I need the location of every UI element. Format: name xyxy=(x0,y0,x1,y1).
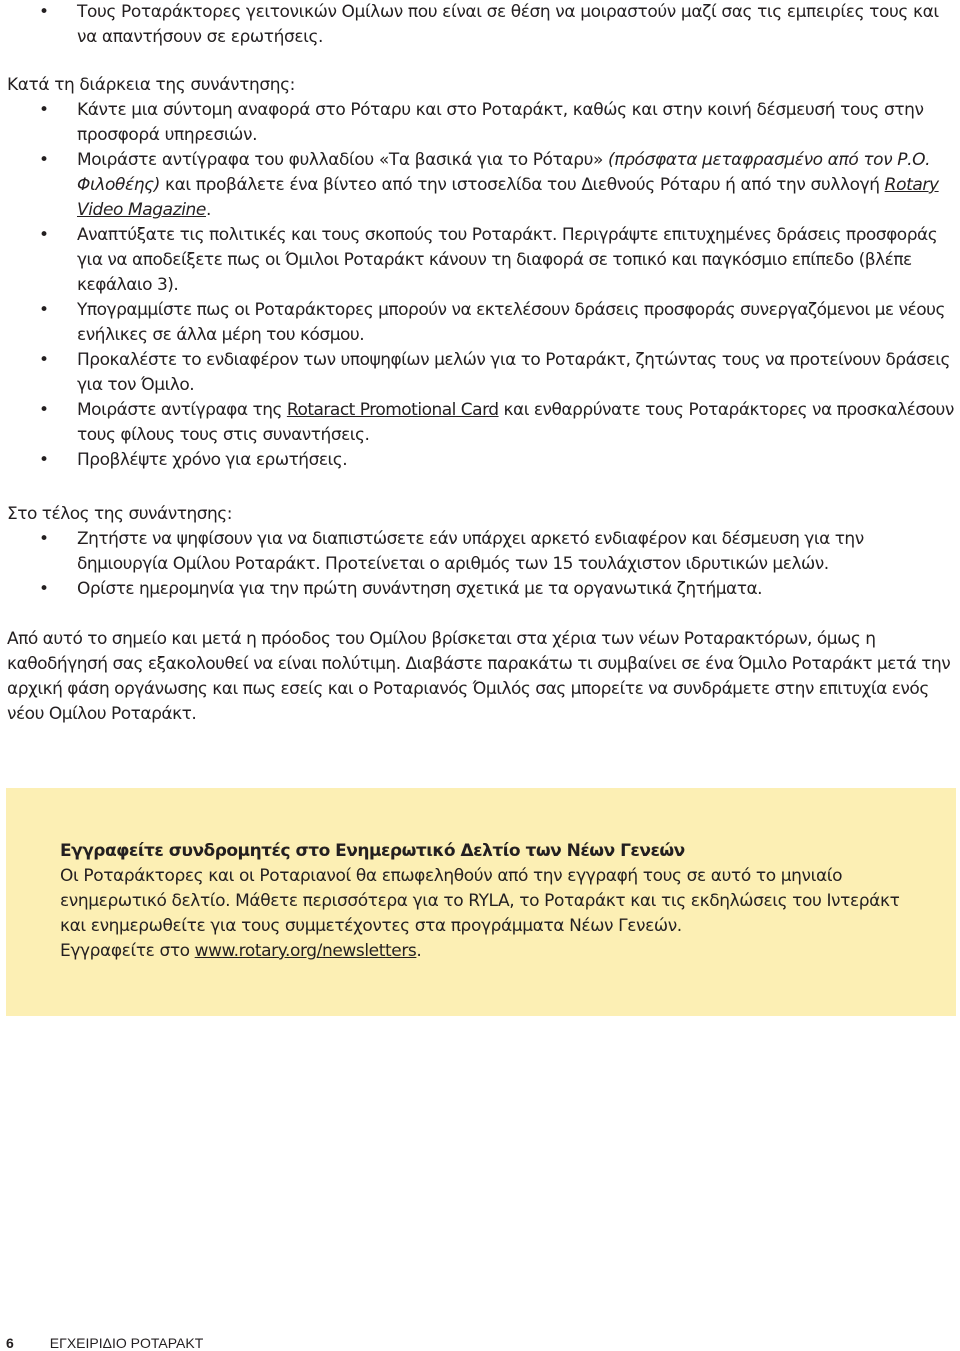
end-bullet-list xyxy=(0,527,960,602)
callout-signup-text: Εγγραφείτε στο xyxy=(60,941,195,961)
newsletters-link[interactable]: www.rotary.org/newsletters xyxy=(194,941,417,961)
list-item xyxy=(0,527,960,577)
intro-section xyxy=(0,0,960,50)
page-footer xyxy=(6,1335,203,1351)
meeting-bullet-list xyxy=(0,98,960,223)
callout-content xyxy=(60,839,930,964)
list-item xyxy=(0,298,960,348)
bullet-text: Προβλέψτε χρόνο για ερωτήσεις. xyxy=(77,450,348,470)
rotary-video-magazine-link[interactable]: Rotary Video Magazine xyxy=(77,175,939,220)
translation-note: (πρόσφατα μεταφρασμένο από τον Ρ.Ο. Φιλοθέης) xyxy=(77,150,931,195)
meeting-section xyxy=(0,73,960,473)
end-section xyxy=(0,502,960,602)
list-item xyxy=(0,448,960,473)
intro-bullet-list xyxy=(0,0,960,50)
list-item xyxy=(0,0,960,50)
footer-title: ΕΓΧΕΙΡΙΔΙΟ ΡΟΤΑΡΑΚΤ xyxy=(49,1335,204,1351)
bullet-text: . xyxy=(205,200,211,220)
newsletter-callout-box xyxy=(6,788,956,1016)
list-item xyxy=(0,348,960,398)
bullet-text: και προβάλετε ένα βίντεο από την ιστοσελίδα του Διεθνούς Ρόταρυ ή από την συλλογή xyxy=(159,175,885,195)
bullet-text: Προκαλέστε το ενδιαφέρον των υποψηφίων μελών για το Ροταράκτ, ζητώντας τους να προτείνουν δράσεις για τον Όμιλο. xyxy=(77,350,950,395)
bullet-text: Ζητήστε να ψηφίσουν για να διαπιστώσετε εάν υπάρχει αρκετό ενδιαφέρον και δέσμευση για την δημιουργία Ομίλου Ροταράκτ. Προτείνεται ο αριθμός των 15 τουλάχιστον ιδρυτικών μελών. xyxy=(77,529,864,574)
closing-paragraph: Από αυτό το σημείο και μετά η πρόοδος του Ομίλου βρίσκεται στα χέρια των νέων Ροταρακτόρων, όμως η καθοδήγησή σας εξακολουθεί να είναι πολύτιμη. Διαβάστε παρακάτω τι συμβαίνει σε ένα Όμιλο Ροταράκτ μετά την αρχική φάση οργάνωσης και πως εσείς και ο Ροταριανός Όμιλός σας μπορείτε να συνδράμετε στην επιτυχία ενός νέου Ομίλου Ροταράκτ. xyxy=(7,629,951,724)
bullet-text: Μοιράστε αντίγραφα του φυλλαδίου «Τα βασικά για το Ρόταρυ» xyxy=(77,150,609,170)
bullet-text: Μοιράστε αντίγραφα της xyxy=(77,400,287,420)
bullet-text: Αναπτύξατε τις πολιτικές και τους σκοπούς του Ροταράκτ. Περιγράψτε επιτυχημένες δράσεις προσφοράς για να αποδείξετε πως οι Όμιλοι Ροταράκτ κάνουν τη διαφορά σε τοπικό και παγκόσμιο επίπεδο (βλέπε κεφάλαιο 3). xyxy=(77,225,938,295)
list-item xyxy=(0,223,960,298)
callout-signup-line xyxy=(60,939,930,964)
callout-signup-end: . xyxy=(416,941,422,961)
list-item xyxy=(0,98,960,148)
meeting-heading: Κατά τη διάρκεια της συνάντησης: xyxy=(7,75,295,95)
callout-body: Οι Ροταράκτορες και οι Ροταριανοί θα επωφεληθούν από την εγγραφή τους σε αυτό το μηνιαίο ενημερωτικό δελτίο. Μάθετε περισσότερα για το RYLA, το Ροταράκτ και τις εκδηλώσεις του Ιντεράκτ και ενημερωθείτε για τους συμμετέχοντες στα προγράμματα Νέων Γενεών. xyxy=(60,866,900,936)
meeting-bullet-list-continued xyxy=(0,223,960,473)
callout-title: Εγγραφείτε συνδρομητές στο Ενημερωτικό Δελτίο των Νέων Γενεών xyxy=(60,841,685,861)
bullet-text: Τους Ροταράκτορες γειτονικών Ομίλων που είναι σε θέση να μοιραστούν μαζί σας τις εμπειρίες τους και να απαντήσουν σε ερωτήσεις. xyxy=(77,2,939,47)
list-item xyxy=(0,398,960,448)
bullet-text: Κάντε μια σύντομη αναφορά στο Ρόταρυ και στο Ροταράκτ, καθώς και στην κοινή δέσμευσή τους στην προσφορά υπηρεσιών. xyxy=(77,100,924,145)
bullet-text: και ενθαρρύνατε τους Ροταράκτορες να προσκαλέσουν τους φίλους τους στις συναντήσεις. xyxy=(77,400,954,445)
list-item xyxy=(0,148,960,223)
end-heading: Στο τέλος της συνάντησης: xyxy=(7,504,233,524)
bullet-text: Υπογραμμίστε πως οι Ροταράκτορες μπορούν να εκτελέσουν δράσεις προσφοράς συνεργαζόμενοι με νέους ενήλικες σε άλλα μέρη του κόσμου. xyxy=(77,300,945,345)
rotaract-promotional-card-link[interactable]: Rotaract Promotional Card xyxy=(286,400,499,420)
list-item xyxy=(0,577,960,602)
page-number: 6 xyxy=(6,1335,14,1351)
bullet-text: Ορίστε ημερομηνία για την πρώτη συνάντηση σχετικά με τα οργανωτικά ζητήματα. xyxy=(77,579,763,599)
